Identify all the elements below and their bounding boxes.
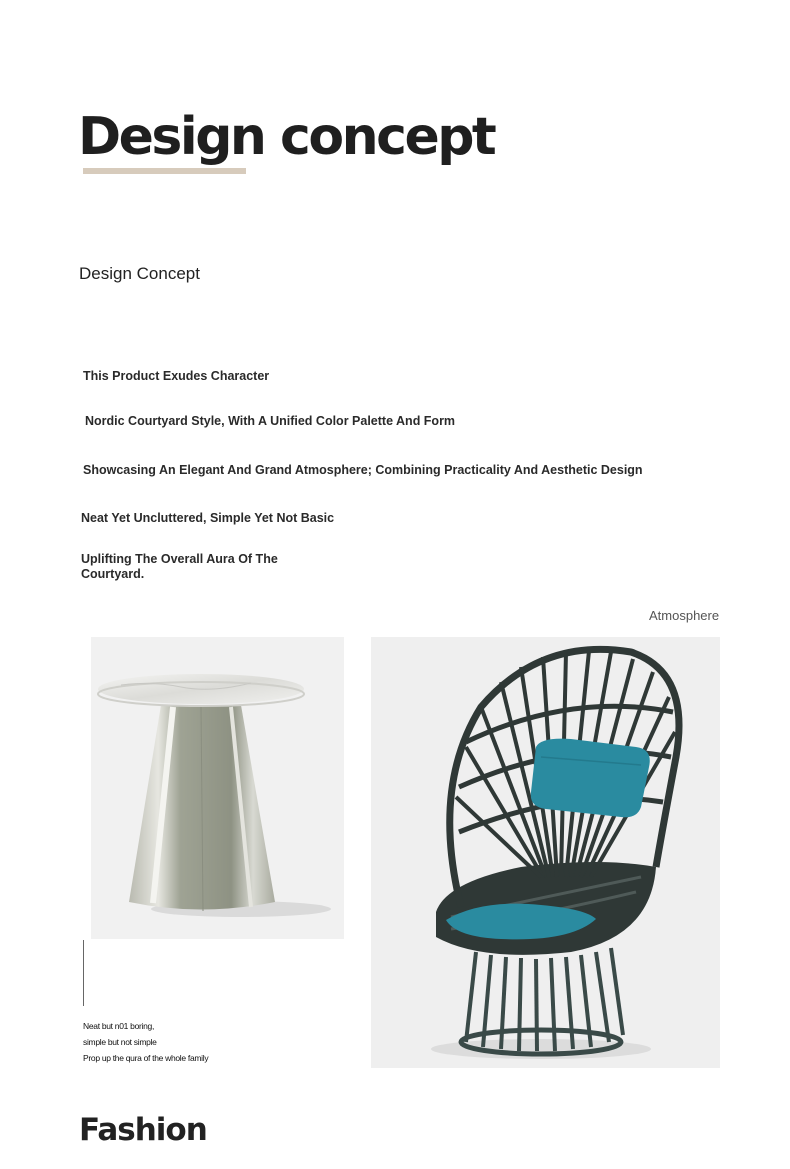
concept-line-3: Showcasing An Elegant And Grand Atmosphere; Combining Practicality And Aesthetic Design xyxy=(83,463,643,477)
divider-line xyxy=(83,940,84,1006)
concept-line-5: Uplifting The Overall Aura Of The Courtyard. xyxy=(81,552,278,581)
concept-line-4: Neat Yet Uncluttered, Simple Yet Not Basic xyxy=(81,511,335,525)
atmosphere-label: Atmosphere xyxy=(649,608,720,623)
note-line-3: Prop up the qura of the whole family xyxy=(83,1053,209,1063)
section-subtitle: Design Concept xyxy=(79,264,200,283)
page-title: Design concept xyxy=(78,107,495,167)
concept-line-1: This Product Exudes Character xyxy=(83,369,270,383)
fashion-section-title: Fashion xyxy=(79,1112,207,1148)
concept-line-2: Nordic Courtyard Style, With A Unified Color Palette And Form xyxy=(85,414,456,428)
note-line-1: Neat but n01 boring, xyxy=(83,1021,155,1031)
note-line-2: simple but not simple xyxy=(83,1037,157,1047)
side-table-photo xyxy=(91,637,344,939)
lounge-chair-photo xyxy=(371,637,720,1068)
title-underline xyxy=(83,168,246,174)
